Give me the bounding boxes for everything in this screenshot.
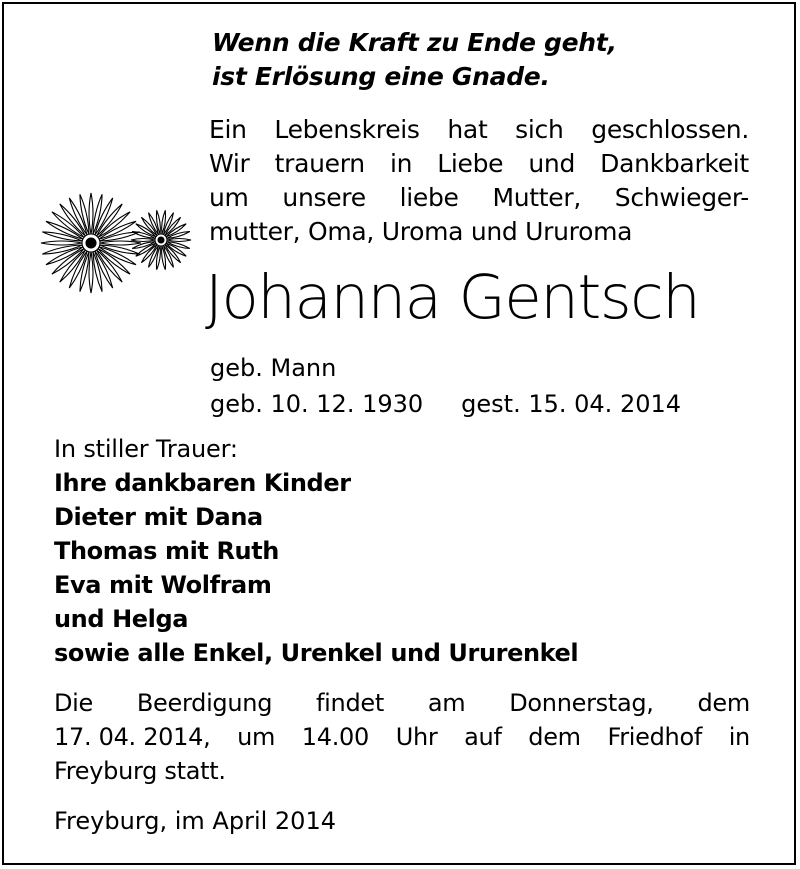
funeral-word: am [427,689,466,717]
funeral-word: dem [528,723,581,751]
funeral-word: Uhr [395,723,438,751]
intro-word: Ein [209,115,247,144]
flower-petal [141,245,157,263]
intro-word: in [389,149,413,178]
place-and-date: Freyburg, im April 2014 [54,807,336,835]
mourner-line: Dieter mit Dana [54,503,263,531]
life-dates [210,350,750,422]
intro-word: Wir [209,149,250,178]
mourner-line: Eva mit Wolfram [54,571,272,599]
funeral-word: auf [464,723,502,751]
flower-petal [100,241,141,245]
maiden-name: geb. Mann [210,354,337,382]
funeral-word: findet [316,689,384,717]
funeral-word: um [237,723,276,751]
quote-line-2: ist Erlösung eine Gnade. [212,62,550,91]
intro-word: Dankbarkeit [600,149,749,178]
intro-word: Mutter, [492,183,581,212]
dates-gap [423,386,461,422]
quote-line-1: Wenn die Kraft zu Ende geht, [212,28,617,57]
funeral-word: Beerdigung [136,689,273,717]
intro-word: Schwieger- [614,183,749,212]
flower-petal [131,239,155,242]
intro-line-3 [209,181,749,215]
intro-word: unsere [282,183,366,212]
intro-word: um [209,183,249,212]
intro-word: sich [515,115,564,144]
intro-word: geschlossen. [591,115,749,144]
death-date: gest. 15. 04. 2014 [461,390,682,418]
funeral-word: Donnerstag, [509,689,654,717]
intro-text [209,113,749,249]
flower-petal [167,239,191,242]
flower-petal [41,241,82,245]
flower-petal [165,245,181,263]
funeral-line-1 [54,686,750,720]
birth-date: geb. 10. 12. 1930 [210,390,424,418]
intro-word: liebe [399,183,459,212]
intro-word: Lebenskreis [274,115,420,144]
flower-icon [36,188,196,303]
funeral-word: Friedhof [607,723,702,751]
flower-petal [165,217,181,235]
funeral-word: 17. 04. 2014, [54,723,211,751]
flower-petal [89,252,93,293]
quote [212,26,772,94]
funeral-word: Die [54,689,94,717]
funeral-word: in [728,723,750,751]
mourners-block [54,432,754,670]
flower-petal [89,193,93,234]
funeral-info [54,686,750,788]
funeral-word: dem [697,689,750,717]
mourner-line: Ihre dankbaren Kinder [54,469,351,497]
mourner-line: Thomas mit Ruth [54,537,279,565]
intro-line-4: mutter, Oma, Uroma und Ururoma [209,217,633,246]
funeral-word: 14.00 [301,723,369,751]
deceased-name: Johanna Gentsch [205,262,700,333]
flower-petal [141,217,157,235]
mourner-line: und Helga [54,605,189,633]
intro-word: trauern [274,149,365,178]
dates-row [210,386,750,422]
mourner-line: sowie alle Enkel, Urenkel und Ururenkel [54,639,579,667]
intro-line-2 [209,147,749,181]
funeral-line-2 [54,720,750,754]
intro-word: hat [447,115,488,144]
intro-word: und [528,149,576,178]
mourners-lead: In stiller Trauer: [54,435,238,463]
funeral-line-3: Freyburg statt. [54,757,226,785]
intro-line-1 [209,113,749,147]
intro-word: Liebe [437,149,504,178]
